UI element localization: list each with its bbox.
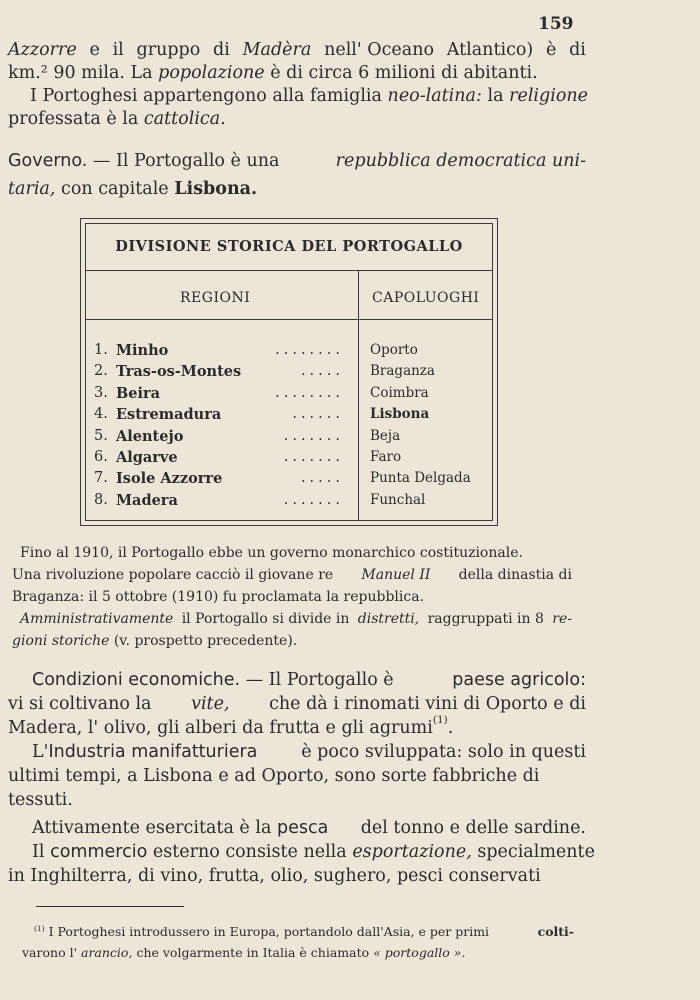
text-run: vi si coltivano la (8, 694, 152, 714)
text-run: che dà i rinomati vini di Oporto e di (269, 694, 586, 714)
table-divider (86, 319, 492, 320)
region-name: Isole Azzorre (116, 470, 223, 488)
text-run: Braganza: il 5 ottobre (1910) fu proclamata la repubblica. (12, 589, 424, 605)
leader-dots: ....... (283, 427, 344, 444)
leader-dots: ....... (283, 491, 344, 508)
text-run: ultimi tempi, a Lisbona e ad Oporto, sono sorte fabbriche di (8, 766, 540, 786)
footnote-rule (36, 906, 184, 907)
capital-name: Oporto (370, 342, 418, 358)
text-run: esportazione, (352, 842, 472, 862)
text-run: paese agricolo: (452, 670, 586, 690)
word: il (112, 40, 124, 60)
text-run: commercio (50, 842, 148, 862)
leader-dots: ..... (300, 363, 344, 380)
table-row (94, 492, 494, 513)
footnote-ref: (1) (432, 714, 448, 726)
row-number: 4. (94, 406, 108, 423)
text-run: taria, (8, 179, 56, 199)
text-run: in Inghilterra, di vino, frutta, olio, sughero, pesci conservati (8, 866, 541, 886)
text-run: specialmente (477, 842, 595, 862)
text-run: del tonno e delle sardine. (360, 818, 586, 838)
text-run: (v. prospetto precedente). (113, 633, 298, 649)
word: e (89, 40, 100, 60)
text-run: Amministrativamente (20, 611, 174, 627)
text-line (8, 181, 586, 209)
region-name: Estremadura (116, 406, 222, 424)
column-header-regions: REGIONI (180, 290, 251, 306)
table-frame (85, 223, 493, 521)
text-run: Fino al 1910, il Portogallo ebbe un governo monarchico costituzionale. (20, 545, 523, 561)
word: Atlantico) (446, 40, 534, 60)
word: di (569, 40, 586, 60)
row-number: 6. (94, 448, 108, 465)
text-line (12, 634, 572, 656)
table-rows (94, 342, 494, 513)
text-run: religione (509, 86, 588, 106)
text-run: popolazione (158, 63, 265, 83)
text-line (22, 947, 574, 968)
text-run: Industria manifatturiera (48, 742, 258, 762)
section-heading: Governo. (8, 151, 88, 171)
text-run: vite, (191, 694, 230, 714)
word: è (546, 40, 557, 60)
economia-paragraph (8, 670, 595, 892)
text-run: — Il Portogallo è (245, 670, 394, 690)
capital-name: Beja (370, 427, 401, 444)
text-run: la (487, 86, 504, 106)
text-line (8, 88, 586, 111)
word: gruppo (136, 40, 201, 60)
row-number: 3. (94, 384, 108, 401)
region-name: Algarve (116, 448, 178, 466)
text-line (8, 768, 586, 792)
text-line (8, 153, 586, 181)
table-row (94, 385, 494, 406)
capital-name: Funchal (370, 491, 426, 508)
footnote-marker: (1) (34, 923, 45, 933)
capital-name: Braganza (370, 363, 435, 380)
text-line (8, 42, 586, 65)
text-run: neo-latina: (387, 86, 482, 106)
leader-dots: ..... (300, 470, 344, 487)
text-run: km.² 90 mila. La (8, 63, 153, 83)
leader-dots: ...... (292, 406, 344, 423)
text-run: I Portoghesi introdussero in Europa, portandolo dall'Asia, e per primi (48, 924, 490, 939)
row-number: 2. (94, 363, 108, 380)
region-name: Minho (116, 342, 169, 359)
region-name: Madera (116, 491, 178, 509)
column-header-capitals: CAPOLUOGHI (372, 290, 480, 306)
text-run: re- (552, 611, 572, 627)
text-run: repubblica democratica uni- (335, 151, 586, 171)
leader-dots: ........ (275, 342, 344, 358)
text-run: è poco sviluppata: solo in questi (301, 742, 586, 762)
row-number: 1. (94, 342, 108, 358)
table-row (94, 428, 494, 449)
text-run: Una rivoluzione popolare cacciò il giovane re (12, 567, 334, 583)
text-run: Il (32, 842, 45, 862)
text-line: Madera, l' olivo, gli alberi da frutta e gli agrumi (1) . (8, 720, 586, 744)
text-run: I Portoghesi appartengono alla famiglia (30, 86, 382, 106)
row-number: 8. (94, 491, 108, 508)
text-line (8, 111, 586, 134)
text-run: raggruppati in 8 (427, 611, 544, 627)
section-heading: Condizioni economiche. (32, 670, 241, 690)
text-run: « portogallo ». (373, 945, 466, 960)
text-run: professata è la (8, 109, 139, 129)
word: nell' Oceano (324, 40, 435, 60)
text-line (8, 65, 586, 88)
text-line (12, 568, 572, 590)
table-title: DIVISIONE STORICA DEL PORTOGALLO (115, 238, 463, 255)
history-note (12, 546, 572, 656)
capital-name: Lisbona (370, 406, 430, 423)
footnote (22, 923, 574, 968)
capital-name: Punta Delgada (370, 470, 471, 487)
text-line (8, 744, 586, 768)
text-run: varono l' (22, 945, 77, 960)
text-run: della dinastia di (458, 567, 572, 583)
text-run: è di circa 6 milioni di abitanti. (270, 63, 538, 83)
text-run: che volgarmente in Italia è chiamato (136, 945, 370, 960)
text-run: Madera, l' olivo, gli alberi da frutta e gli agrumi (8, 718, 433, 738)
table-divider (86, 270, 492, 271)
text-line (8, 842, 595, 868)
row-number: 5. (94, 427, 108, 444)
text-run: Attivamente esercitata è la (32, 818, 272, 838)
text-run: distretti, (357, 611, 420, 627)
word: Madèra (242, 40, 312, 60)
text-run: tessuti. (8, 790, 73, 810)
text-run: il Portogallo si divide in (181, 611, 350, 627)
region-name: Alentejo (116, 427, 184, 445)
word: Azzorre (8, 40, 77, 60)
region-name: Beira (116, 384, 161, 402)
capital-name: Lisbona. (174, 179, 258, 199)
regions-table (80, 218, 498, 526)
table-row (94, 363, 494, 384)
table-row (94, 449, 494, 470)
text-run: — Il Portogallo è una (92, 151, 280, 171)
text-line (12, 546, 572, 568)
capital-name: Coimbra (370, 384, 429, 401)
text-run: gioni storiche (12, 633, 110, 649)
text-line (12, 590, 572, 612)
text-line (8, 792, 586, 816)
text-run: con capitale (61, 179, 169, 199)
text-run: esterno consiste nella (152, 842, 347, 862)
text-run: Manuel II (361, 567, 431, 583)
page-number: 159 (538, 14, 574, 34)
leader-dots: ........ (275, 384, 344, 401)
capital-name: Faro (370, 448, 402, 465)
text-run: colti- (537, 924, 574, 939)
text-run: cattolica. (143, 109, 226, 129)
text-run: pesca (276, 818, 329, 838)
text-line (8, 696, 586, 720)
table-row (94, 342, 494, 363)
text-run: arancio, (81, 945, 133, 960)
leader-dots: ....... (283, 448, 344, 465)
text-line (12, 612, 572, 634)
word: di (213, 40, 230, 60)
region-name: Tras-os-Montes (116, 363, 242, 381)
row-number: 7. (94, 470, 108, 487)
table-row (94, 406, 494, 427)
intro-paragraph (8, 42, 586, 134)
table-row (94, 470, 494, 491)
text-line (8, 820, 586, 844)
governo-paragraph (8, 153, 586, 209)
text-line (8, 672, 586, 696)
text-line (8, 868, 586, 892)
text-run: L' (32, 742, 49, 762)
text-line (22, 923, 574, 947)
